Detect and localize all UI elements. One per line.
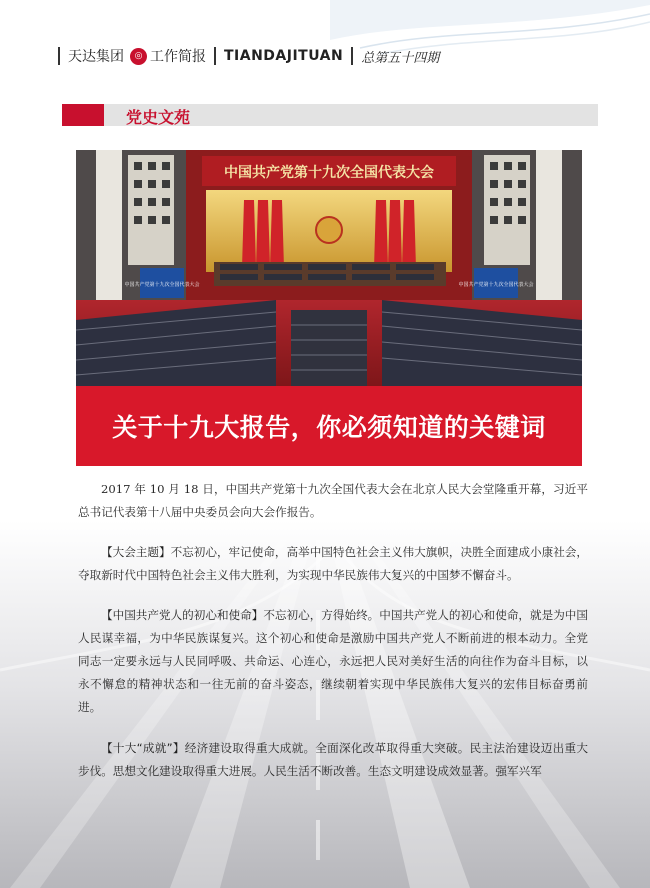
theme-paragraph [78,541,588,587]
headline-banner [76,386,582,466]
paragraph-text: 不忘初心，牢记使命，高举中国特色社会主义伟大旗帜，决胜全面建成小康社会，夺取新时代中国特色社会主义伟大胜利，为实现中华民族伟大复兴的中国梦不懈奋斗。 [78,545,588,582]
paragraph-text: 经济建设取得重大成就。全面深化改革取得重大突破。民主法治建设迈出重大步伐。思想文化建设取得重大进展。人民生活不断改善。生态文明建设成效显著。强军兴军 [78,741,588,778]
section-marker [62,104,104,126]
header-divider [351,47,353,65]
hall-banner-text: 中国共产党第十九次全国代表大会 [224,165,434,181]
header-divider [214,47,216,65]
headline-text: 关于十九大报告，你必须知道的关键词 [112,413,546,442]
header-divider [58,47,60,65]
paragraph-keyword: 【大会主题】 [101,545,171,559]
intro-paragraph [78,478,588,524]
newsletter-name: 工作简报 [150,49,206,65]
right-screen-text: 中国共产党第十九次全国代表大会 [458,282,534,288]
company-name: 天达集团 [68,49,124,65]
section-title: 党史文苑 [126,108,191,127]
paragraph-text: 不忘初心，方得始终。中国共产党人的初心和使命，就是为中国人民谋幸福，为中华民族谋复兴。这个初心和使命是激励中国共产党人不断前进的根本动力。全党同志一定要永远与人民同呼吸、共命运、心连心，永远把人民对美好生活的向往作为奋斗目标，以永不懈怠的精神状态和一往无前的奋斗姿态，继续朝着实现中华民族伟大复兴的宏伟目标奋勇前进。 [78,608,588,714]
left-screen-text: 中国共产党第十九次全国代表大会 [124,282,200,288]
achievements-paragraph [78,737,588,783]
brand-english: TIANDAJITUAN [224,48,344,64]
paragraph-text: 2017 年 10 月 18 日，中国共产党第十九次全国代表大会在北京人民大会堂隆重开幕，习近平总书记代表第十八届中央委员会向大会作报告。 [78,482,588,519]
page-header [58,44,439,68]
mission-paragraph [78,604,588,719]
paragraph-keyword: 【十大“成就”】 [101,741,185,755]
congress-hall-photo [76,150,582,386]
paragraph-keyword: 【中国共产党人的初心和使命】 [101,608,264,622]
issue-number: 总第五十四期 [361,50,440,66]
company-logo-icon: ◎ [130,48,147,65]
section-header [62,104,598,126]
